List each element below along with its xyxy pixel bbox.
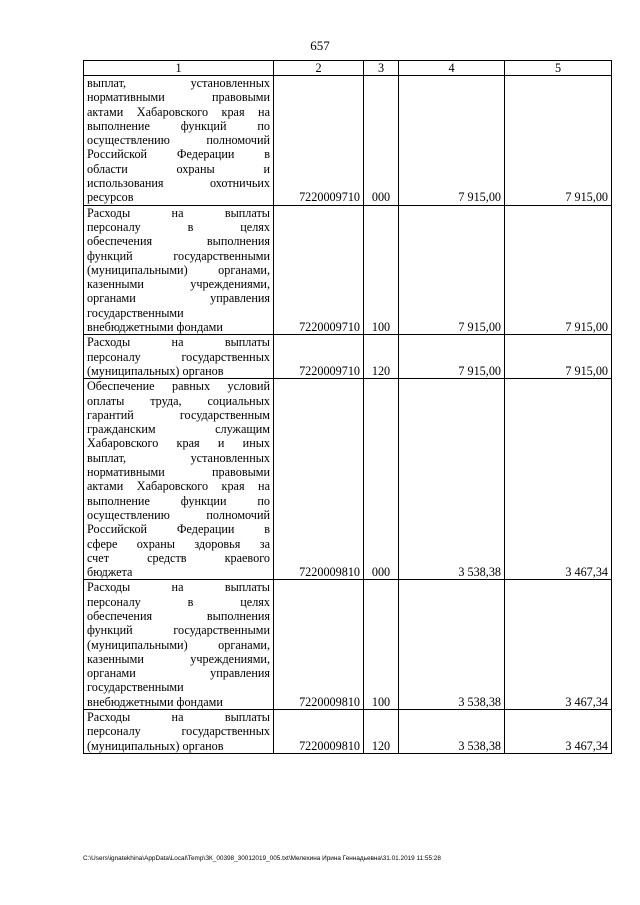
budget-table [83,60,612,754]
row-name-line: обеспечения выполнения [87,234,270,249]
row-name-line: органами управления [87,666,270,681]
table-row [84,379,612,580]
header-col-5: 5 [505,61,612,76]
row-name-line: гражданским служащим [87,422,270,437]
row-name-line: оплаты труда, социальных [87,393,270,408]
row-name-cell [84,76,274,206]
row-name-line: (муниципальных) органов [87,363,224,378]
row-name-line: (муниципальными) органами, [87,637,270,652]
row-code-cell: 7220009810 [274,710,364,754]
row-amount-2-cell: 7 915,00 [505,205,612,335]
row-name-line: актами Хабаровского края на [87,479,270,494]
file-path-footer: C:\Users\ignatekhina\AppData\Local\Temp\ЗК_00398_30012019_005.txt\Мелехина Ирина Геннадьевна\31.01.2019 11:55:28 [83,855,441,862]
row-name-line: счет средств краевого [87,550,270,565]
row-expense-type-cell: 000 [364,76,399,206]
header-col-2: 2 [274,61,364,76]
header-col-4: 4 [399,61,505,76]
row-name-line: ресурсов [87,190,134,205]
row-amount-1-cell: 7 915,00 [399,76,505,206]
row-name-line: области охраны и [87,161,270,176]
row-amount-1-cell: 3 538,38 [399,710,505,754]
row-name-line: государственными [87,680,184,695]
row-name-line: обеспечения выполнения [87,608,270,623]
row-expense-type-cell: 120 [364,710,399,754]
row-name-cell [84,205,274,335]
row-amount-2-cell: 7 915,00 [505,335,612,379]
row-name-line: гарантий государственным [87,407,270,422]
row-name-cell [84,379,274,580]
row-name-line: персоналу государственных [87,724,270,739]
row-expense-type-cell: 100 [364,205,399,335]
row-name-line: функций государственными [87,623,270,638]
row-name-line: Расходы на выплаты [87,580,270,595]
row-name-line: казенными учреждениями, [87,651,270,666]
row-name-line: Расходы на выплаты [87,710,270,725]
row-name-line: (муниципальных) органов [87,738,224,753]
row-name-line: казенными учреждениями, [87,277,270,292]
row-code-cell: 7220009710 [274,205,364,335]
table-row [84,710,612,754]
row-name-line: Хабаровского края и иных [87,436,270,451]
row-name-line: осуществлению полномочий [87,507,270,522]
row-amount-1-cell: 7 915,00 [399,205,505,335]
row-name-line: актами Хабаровского края на [87,104,270,119]
row-name-line: Расходы на выплаты [87,205,270,220]
row-code-cell: 7220009710 [274,335,364,379]
row-name-line: персоналу в целях [87,594,270,609]
row-name-line: функций государственными [87,248,270,263]
row-code-cell: 7220009810 [274,379,364,580]
row-name-line: выплат, установленных [87,76,270,90]
row-name-cell [84,710,274,754]
row-name-line: выполнение функции по [87,493,270,508]
row-expense-type-cell: 100 [364,580,399,710]
row-name-line: сфере охраны здоровья за [87,536,270,551]
row-expense-type-cell: 000 [364,379,399,580]
table-row [84,580,612,710]
row-amount-1-cell: 3 538,38 [399,379,505,580]
row-name-line: внебюджетными фондами [87,320,223,335]
row-amount-1-cell: 3 538,38 [399,580,505,710]
row-name-line: (муниципальными) органами, [87,262,270,277]
row-name-line: выплат, установленных [87,450,270,465]
row-name-line: персоналу в целях [87,219,270,234]
row-amount-2-cell: 3 467,34 [505,379,612,580]
row-name-line: бюджета [87,565,133,580]
row-name-line: Расходы на выплаты [87,335,270,350]
row-name-line: Российской Федерации в [87,147,270,162]
row-name-cell [84,335,274,379]
row-name-line: Российской Федерации в [87,522,270,537]
row-name-line: Обеспечение равных условий [87,379,270,394]
table-header-row [84,61,612,76]
row-amount-2-cell: 3 467,34 [505,580,612,710]
row-amount-2-cell: 3 467,34 [505,710,612,754]
header-col-3: 3 [364,61,399,76]
header-col-1: 1 [84,61,274,76]
page-number: 657 [310,38,330,53]
row-name-line: нормативными правовыми [87,90,270,105]
row-name-line: органами управления [87,291,270,306]
row-name-line: использования охотничьих [87,176,270,191]
row-amount-2-cell: 7 915,00 [505,76,612,206]
table-row [84,76,612,206]
row-name-line: выполнение функций по [87,118,270,133]
row-name-cell [84,580,274,710]
row-code-cell: 7220009810 [274,580,364,710]
row-expense-type-cell: 120 [364,335,399,379]
table-row [84,205,612,335]
row-name-line: персоналу государственных [87,349,270,364]
row-name-line: осуществлению полномочий [87,133,270,148]
row-name-line: внебюджетными фондами [87,694,223,709]
row-code-cell: 7220009710 [274,76,364,206]
row-amount-1-cell: 7 915,00 [399,335,505,379]
row-name-line: государственными [87,305,184,320]
row-name-line: нормативными правовыми [87,465,270,480]
table-row [84,335,612,379]
